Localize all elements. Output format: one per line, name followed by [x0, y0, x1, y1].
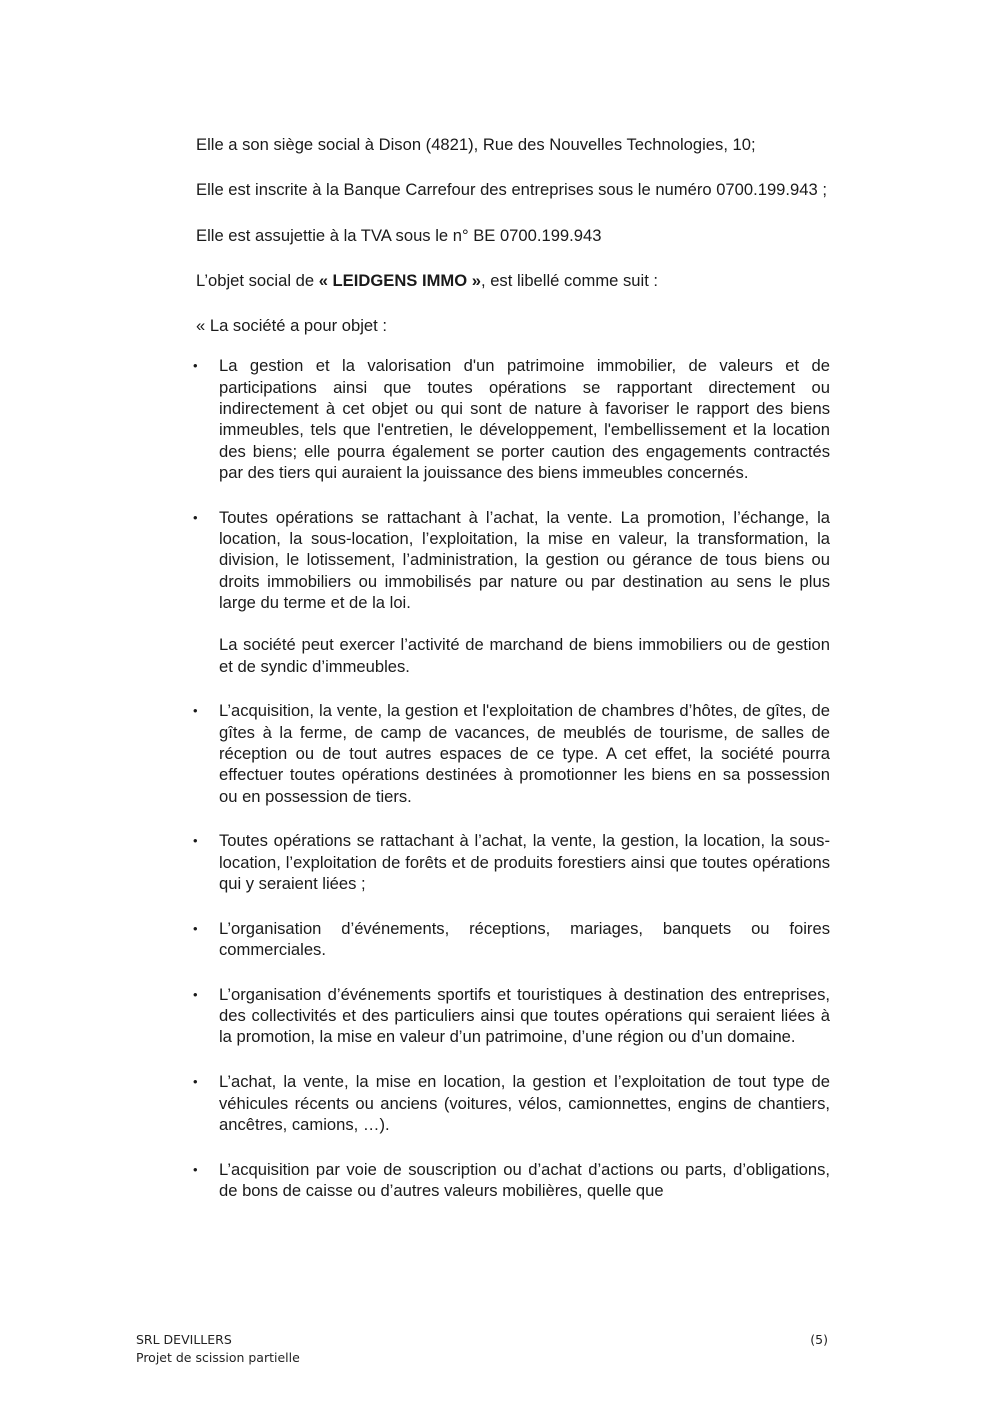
bullet-icon: •	[193, 1074, 198, 1090]
bullet-icon: •	[193, 358, 198, 374]
page-footer	[136, 1331, 300, 1367]
list-item	[193, 507, 830, 677]
registered-office-paragraph: Elle a son siège social à Dison (4821), Rue des Nouvelles Technologies, 10;	[196, 135, 756, 154]
company-name: « LEIDGENS IMMO »	[318, 270, 481, 290]
enterprise-number-paragraph: Elle est inscrite à la Banque Carrefour des entreprises sous le numéro 0700.199.943 ;	[196, 180, 827, 200]
list-item	[193, 984, 830, 1048]
list-item-text: L’achat, la vente, la mise en location, la gestion et l’exploitation de tout type de véhicules récents ou anciens (voitures, vélos, camionnettes, engins de chantiers, ancêtres, camions, …).	[219, 1072, 830, 1134]
intro-text-before: L’objet social de	[196, 270, 319, 290]
list-item-text: L’organisation d’événements sportifs et touristiques à destination des entreprises, des collectivités et des particuliers ainsi que toutes opérations qui seraient liées à la promotion, la mise en valeur d’un patrimoine, d’une région ou d’un domaine.	[219, 984, 830, 1047]
page-number: (5)	[810, 1332, 828, 1347]
bullet-icon: •	[193, 509, 198, 525]
list-item	[193, 1159, 830, 1202]
bullet-icon: •	[193, 1161, 198, 1177]
purpose-list	[193, 355, 830, 1201]
footer-company: SRL DEVILLERS	[136, 1332, 232, 1347]
list-item	[193, 355, 830, 483]
bullet-icon: •	[193, 833, 198, 849]
intro-text-after: , est libellé comme suit :	[480, 270, 659, 290]
list-item-text: L’acquisition par voie de souscription ou d’achat d’actions ou parts, d’obligations, de bons de caisse ou d’autres valeurs mobilières, quelle que	[219, 1159, 830, 1200]
list-item-text: La gestion et la valorisation d'un patrimoine immobilier, de valeurs et de participations ainsi que toutes opérations se rapportant directement ou indirectement à cet objet ou qui sont de nature à favoriser le rapport des biens immeubles, tels que l'entretien, le développement, l'embellissement et la location des biens; elle pourra également se porter caution des engagements contractés par des tiers qui auraient la jouissance des biens immeubles concernés.	[219, 356, 830, 482]
document-body	[193, 134, 830, 1225]
list-item	[193, 918, 830, 961]
list-item	[193, 830, 830, 894]
list-item-text: L’acquisition, la vente, la gestion et l'exploitation de chambres d’hôtes, de gîtes, de gîtes à la ferme, de camp de vacances, de meublés de tourisme, de salles de réception ou de tout autres espaces de ce type. A cet effet, la société pourra effectuer toutes opérations destinées à promotionner les biens en sa possession ou en possession de tiers.	[219, 701, 830, 806]
bullet-icon: •	[193, 703, 198, 719]
list-item-text: Toutes opérations se rattachant à l’achat, la vente. La promotion, l’échange, la location, la sous-location, l’exploitation, la mise en valeur, la transformation, la division, le lotissement, l’administration, la gestion ou gérance de tous biens ou droits immobiliers ou immobilisés par nature ou par destination au sens le plus large du terme et de la loi.	[219, 507, 830, 612]
list-item-text: Toutes opérations se rattachant à l’achat, la vente, la gestion, la location, la sous-location, l’exploitation de forêts et de produits forestiers ainsi que toutes opérations qui y seraient liées ;	[219, 831, 830, 893]
list-item-text: L’organisation d’événements, réceptions, mariages, banquets ou foires commerciales.	[219, 918, 830, 960]
footer-document-title: Projet de scission partielle	[136, 1350, 300, 1365]
list-item	[193, 1071, 830, 1135]
bullet-icon: •	[193, 986, 198, 1002]
list-item	[193, 700, 830, 806]
list-item-subparagraph: La société peut exercer l’activité de marchand de biens immobiliers ou de gestion et de syndic d’immeubles.	[219, 635, 830, 676]
object-heading: « La société a pour objet :	[196, 316, 387, 336]
vat-paragraph: Elle est assujettie à la TVA sous le n° BE 0700.199.943	[196, 225, 602, 245]
corporate-purpose-intro	[196, 270, 830, 291]
bullet-icon: •	[193, 920, 198, 936]
